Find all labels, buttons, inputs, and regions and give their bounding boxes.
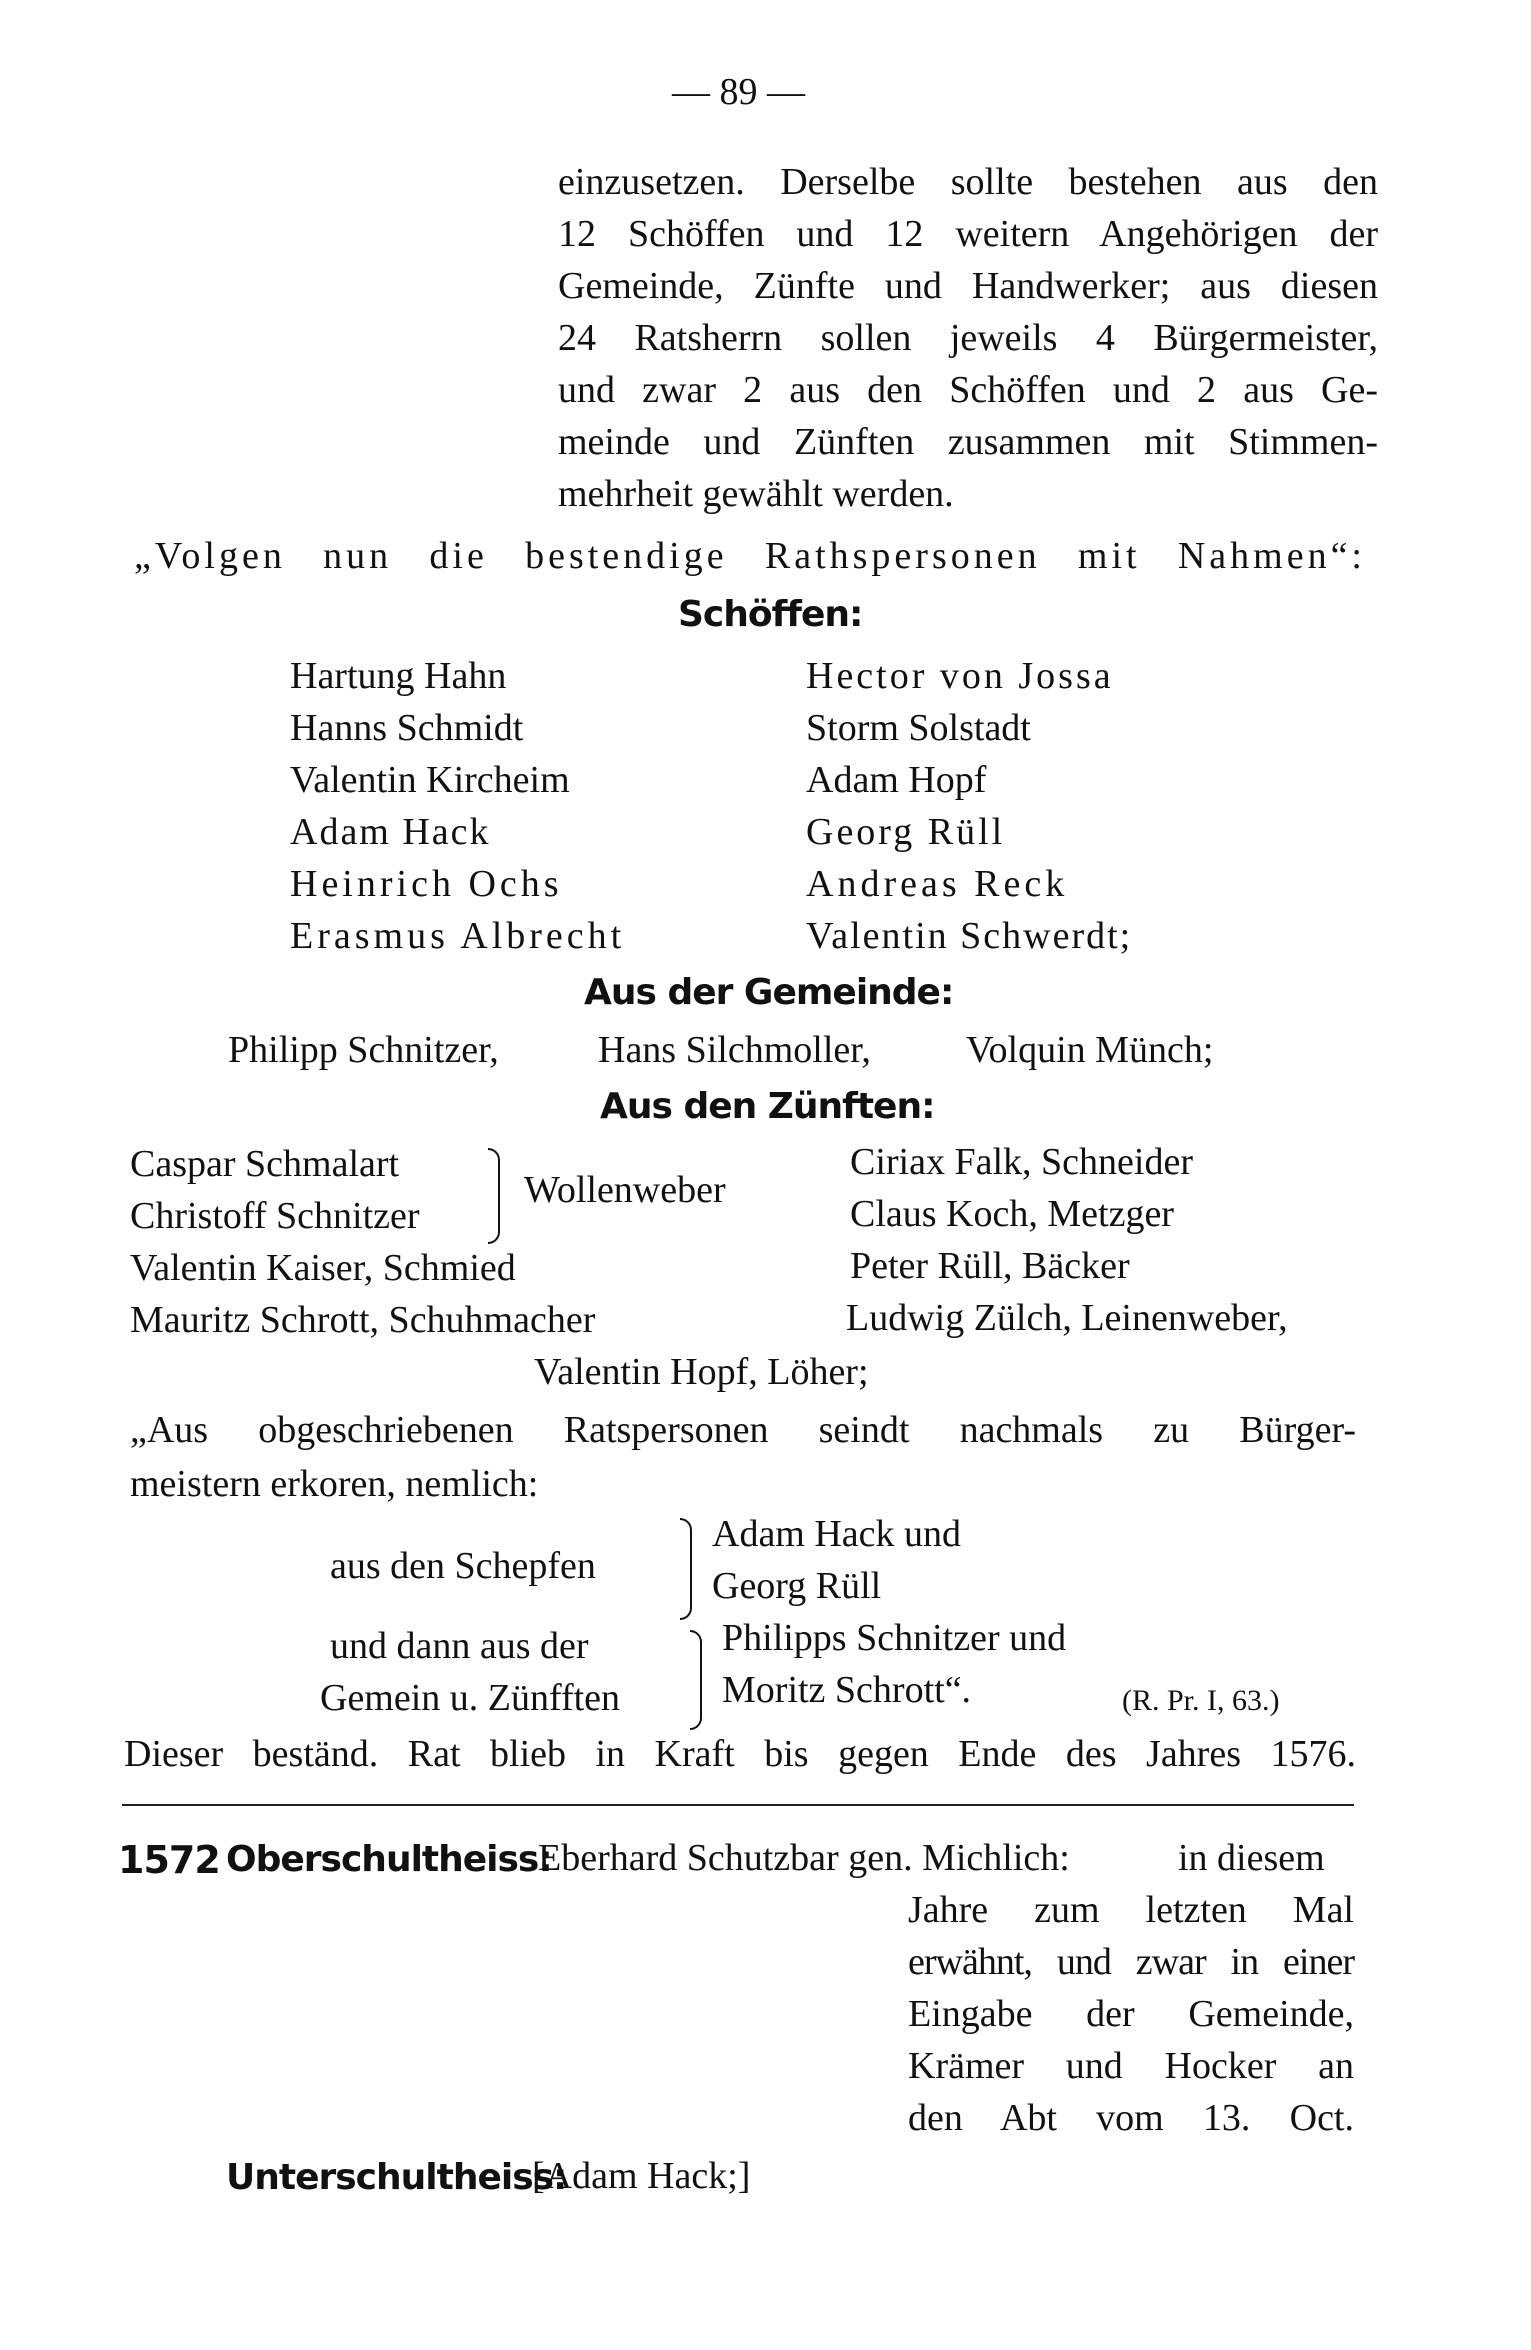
gemeinde-name: Philipp Schnitzer, — [228, 1029, 499, 1071]
buergermeister-name: Philipps Schnitzer und — [722, 1617, 1067, 1659]
entry-note-line: in diesem — [1178, 1837, 1325, 1879]
schoeffe-name: Valentin Kircheim — [290, 759, 570, 801]
schoeffe-name: Heinrich Ochs — [290, 863, 563, 905]
buergermeister-name: Moritz Schrott“. — [722, 1669, 972, 1711]
closing-line: Dieser beständ. Rat blieb in Kraft bis gegen Ende des Jahres 1576. — [124, 1733, 1356, 1775]
schoeffe-name: Adam Hopf — [806, 759, 987, 801]
entry-note-line: Jahre zum letzten Mal — [908, 1889, 1354, 1931]
group-label: aus den Schepfen — [330, 1545, 596, 1587]
buergermeister-intro: meistern erkoren, nemlich: — [130, 1463, 539, 1505]
gemeinde-name: Hans Silchmoller, — [598, 1029, 871, 1071]
brace — [690, 1630, 702, 1730]
intro-line: 12 Schöffen und 12 weitern Angehörigen der — [558, 213, 1378, 255]
intro-line: meinde und Zünften zusammen mit Stimmen- — [558, 421, 1378, 463]
intro-line: und zwar 2 aus den Schöffen und 2 aus Ge- — [558, 369, 1378, 411]
gemeinde-name: Volquin Münch; — [966, 1029, 1214, 1071]
schoeffe-name: Adam Hack — [290, 811, 491, 853]
zunft-name: Ciriax Falk, Schneider — [850, 1141, 1193, 1183]
page-number: — 89 — — [672, 71, 805, 113]
gemeinde-heading: Aus der Gemeinde: — [584, 972, 954, 1013]
schoeffe-name: Storm Solstadt — [806, 707, 1031, 749]
buergermeister-name: Georg Rüll — [712, 1565, 882, 1607]
schoeffen-left-column — [290, 650, 625, 962]
entry-year: 1572 — [118, 1838, 220, 1882]
zuenfte-heading: Aus den Zünften: — [600, 1086, 935, 1127]
intro-paragraph — [558, 156, 1378, 520]
schoeffe-name: Valentin Schwerdt; — [806, 915, 1133, 957]
quote-intro: „Volgen nun die bestendige Rathspersonen mit Nahmen“: — [134, 535, 1366, 577]
zunft-name: Valentin Kaiser, Schmied — [130, 1247, 516, 1289]
schoeffe-name: Hartung Hahn — [290, 655, 507, 697]
entry-note-line: Krämer und Hocker an — [908, 2045, 1354, 2087]
intro-line: mehrheit gewählt werden. — [558, 473, 954, 515]
brace — [680, 1518, 692, 1620]
entry-note-line: erwähnt, und zwar in einer — [908, 1941, 1354, 1983]
zunft-name: Ludwig Zülch, Leinenweber, — [846, 1297, 1288, 1339]
schoeffen-right-column — [806, 650, 1132, 962]
section-divider — [122, 1804, 1354, 1806]
brace — [488, 1148, 500, 1244]
intro-line: einzusetzen. Derselbe sollte bestehen aus den — [558, 161, 1378, 203]
zunft-name: Valentin Hopf, Löher; — [534, 1351, 869, 1393]
intro-line: 24 Ratsherrn sollen jeweils 4 Bürgermeister, — [558, 317, 1378, 359]
zunft-name: Claus Koch, Metzger — [850, 1193, 1174, 1235]
entry-note-line: den Abt vom 13. Oct. — [908, 2097, 1354, 2139]
schoeffe-name: Hanns Schmidt — [290, 707, 524, 749]
zunft-trade: Wollenweber — [524, 1169, 726, 1211]
schoeffen-heading: Schöffen: — [678, 594, 863, 635]
unterschultheiss-name: [Adam Hack;] — [532, 2155, 751, 2197]
schoeffe-name: Erasmus Albrecht — [290, 915, 626, 957]
zunft-name: Peter Rüll, Bäcker — [850, 1245, 1130, 1287]
schoeffe-name: Andreas Reck — [806, 863, 1069, 905]
group-label: Gemein u. Zünfften — [320, 1677, 621, 1719]
intro-line: Gemeinde, Zünfte und Handwerker; aus diesen — [558, 265, 1378, 307]
zunft-name: Caspar Schmalart — [130, 1143, 400, 1185]
buergermeister-intro: „Aus obgeschriebenen Ratspersonen seindt nachmals zu Bürger- — [130, 1409, 1356, 1451]
source-reference: (R. Pr. I, 63.) — [1122, 1684, 1280, 1717]
schoeffe-name: Georg Rüll — [806, 811, 1006, 853]
unterschultheiss-title: Unterschultheiss: — [226, 2157, 567, 2198]
buergermeister-name: Adam Hack und — [712, 1513, 962, 1555]
entry-name: Eberhard Schutzbar gen. Michlich: — [538, 1837, 1070, 1879]
entry-title: Oberschultheiss: — [226, 1839, 552, 1880]
schoeffe-name: Hector von Jossa — [806, 655, 1114, 697]
zunft-name: Mauritz Schrott, Schuhmacher — [130, 1299, 596, 1341]
entry-note-line: Eingabe der Gemeinde, — [908, 1993, 1354, 2035]
group-label: und dann aus der — [330, 1625, 589, 1667]
zunft-name: Christoff Schnitzer — [130, 1195, 420, 1237]
